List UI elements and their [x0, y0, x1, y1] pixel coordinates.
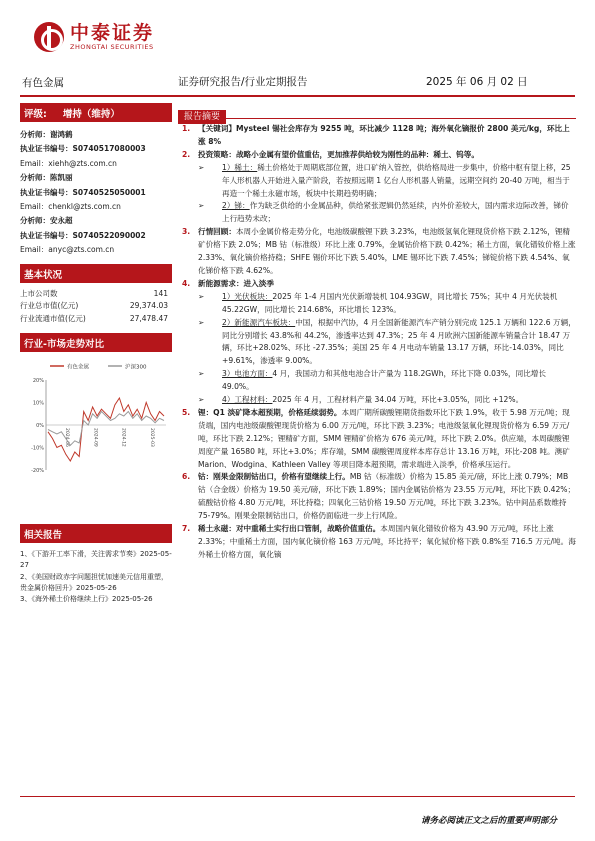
item-heading: 锂：Q1 淡矿降本超预期，价格延续弱势。	[198, 407, 342, 417]
company-logo	[34, 22, 154, 52]
trend-chart-svg	[20, 358, 172, 508]
table-row	[20, 300, 172, 313]
item-text: 本周国内氧化镨钕价格为 43.90 万元/吨，环比上涨 2.33%；中重稀土方面，国内氧化镝价格 163 万元/吨，环比持平；氧化铽价格下跌 0.8%至 716.5 万元/吨。海外稀土价格方面，氧化镝	[198, 524, 576, 559]
item-number: 5.	[182, 407, 191, 417]
analyst-name: 分析师：陈凯丽	[20, 173, 73, 183]
logo-en-text: ZHONGTAI SECURITIES	[70, 43, 154, 51]
sub-text: 作为缺乏供给的小金属品种，供给紧张逻辑仍然延续，内外价差较大，国内需求边际改善，锑价上行趋势未改；	[222, 201, 569, 224]
rating-bar	[20, 103, 172, 122]
item-heading: 稀土永磁：对中重稀土实行出口管制，战略价值重估。	[198, 524, 381, 534]
analyst-list	[20, 128, 172, 258]
basic-info-header: 基本状况	[20, 264, 172, 283]
x-tick-label: 2024-09	[92, 428, 98, 447]
sub-label: 2）锑：	[222, 201, 250, 211]
legend-label: 有色金属	[67, 364, 90, 371]
item-text: 【关键词】Mysteel 锡社会库存为 9255 吨，环比减少 1128 吨；海外氧化镝报价 2800 美元/kg，环比上涨 8%	[198, 124, 570, 146]
left-sidebar	[20, 103, 172, 605]
analyst-email[interactable]: Email：chenkl@zts.com.cn	[20, 202, 121, 212]
related-item[interactable]: 2、《美国财政赤字问题担忧加速美元信用重塑，贵金属价格回升》2025-05-26	[20, 572, 168, 592]
row-value: 27,478.47	[129, 313, 168, 323]
item-heading: 行情回顾：	[198, 227, 236, 237]
sub-item	[178, 200, 576, 226]
sub-text: 中国，根据中汽协，4 月全国新能源汽车产销分别完成 125.1 万辆和 122.6 万辆，同比分别增长 43.8%和 44.2%，渗透率达到 47.3%；25 年 4 月欧洲六国新能源车销量合计 18.47 万辆，环比+28.02%、环比 -27.35%；美国 25 年 4 月电动车销量 13.17 万辆，环比-14.03%，同比+9.61%，渗透率 9.00%。	[222, 317, 576, 366]
sub-text: 稀土价格处于周期底部位置，进口矿纳入管控，供给格局进一步集中，价格中枢有望上移，25 年人形机器人开始进入量产阶段，若按照远期 1 亿台人形机器人销量，远期空间约 20-40 万吨，相当于再造一个稀土永磁市场，板块中长期趋势明确；	[222, 162, 571, 198]
trend-chart	[20, 358, 172, 508]
sub-text: 4 月，我国动力和其他电池合计产量为 118.2GWh，环比下降 0.03%，同比增长 49.0%。	[222, 369, 546, 392]
summary-item-4	[178, 278, 576, 291]
header-divider	[20, 95, 575, 97]
item-number: 2.	[182, 149, 191, 159]
arrow-icon: ➢	[198, 317, 205, 327]
disclaimer: 请务必阅读正文之后的重要声明部分	[420, 816, 557, 826]
report-date: 2025 年 06 月 02 日	[426, 76, 528, 88]
sub-text: 2025 年 1-4 月国内光伏新增装机 104.93GW，同比增长 75%；其中 4 月光伏装机 45.22GW，同比增长 214.68%，环比增长 123%。	[222, 291, 558, 314]
analyst-email[interactable]: Email：xiehh@zts.com.cn	[20, 158, 117, 168]
y-tick-label: -20%	[31, 468, 44, 475]
table-row	[20, 288, 172, 301]
sub-item	[178, 162, 576, 201]
analyst-name: 分析师：谢鸿鹤	[20, 130, 73, 139]
y-tick-label: -10%	[31, 445, 44, 452]
basic-info-table	[20, 288, 172, 326]
summary-item-7	[178, 523, 576, 562]
summary-item-5	[178, 407, 576, 472]
item-text: MB 钴（标准级）价格为 15.85 美元/磅，环比上涨 0.79%；MB 钴（合金级）价格为 19.50 美元/磅，环比下跌 1.89%；国内金属钴价格为 23.55 万元/吨，环比下跌 0.42%；硫酸钴价格 4.80 万元/吨，环比持稳；四氧化三钴价格 19.50 万元/吨，环比下跌 3.23%。钴中间品系数维持 75-79%。刚果金限制钴出口，价格仍面临进一步上行风险。	[198, 472, 576, 521]
summary-item-1	[178, 123, 576, 149]
sub-label: 3）电池方面：	[222, 369, 273, 379]
sub-item	[178, 317, 576, 369]
sub-label: 4）工程材料：	[222, 395, 273, 405]
row-key: 行业流通市值(亿元)	[20, 313, 86, 323]
item-text: 本周小金属价格走势分化，电池级碳酸锂下跌 3.23%，电池级氢氧化锂现货价格下跌 2.12%，锂精矿价格下跌 2.0%；MB 钴（标准级）环比上涨 0.79%，金属钴价格下跌 0.42%；稀土方面，氧化镨钕价格上涨 2.33%、氧化镝价格持稳；SHFE 锡价环比下跌 5.40%，LME 锡环比下跌 7.45%；锑锭价格下跌 4.54%、氧化锑价格下跌 4.62%。	[198, 227, 576, 275]
summary-item-3	[178, 226, 576, 278]
summary-item-6	[178, 471, 576, 523]
x-tick-label: 2024-06	[64, 428, 69, 447]
item-number: 6.	[182, 472, 191, 482]
summary-body	[178, 123, 576, 562]
item-heading: 新能源需求：进入淡季	[198, 278, 274, 288]
legend-label: 沪深300	[125, 364, 147, 371]
related-header: 相关报告	[20, 524, 172, 543]
trend-header: 行业-市场走势对比	[20, 333, 172, 352]
rating-value: 增持（维持）	[62, 109, 120, 120]
main-content	[178, 104, 576, 562]
industry-label: 有色金属	[22, 77, 64, 89]
logo-cn-text: 中泰证券	[70, 22, 155, 44]
logo-mark-icon	[34, 22, 64, 52]
arrow-icon: ➢	[198, 162, 205, 172]
summary-title: 报告摘要	[178, 110, 226, 124]
sub-label: 1）光伏板块：	[222, 291, 273, 301]
sub-item	[178, 291, 576, 317]
item-heading: 钴：刚果金限制钴出口，价格有望继续上行。	[198, 472, 350, 482]
row-value: 141	[153, 288, 168, 298]
sub-item	[178, 368, 576, 394]
sub-item	[178, 394, 576, 407]
report-type: 证券研究报告/行业定期报告	[178, 76, 308, 88]
y-tick-label: 20%	[32, 378, 44, 385]
analyst-name: 分析师：安永超	[20, 216, 73, 226]
sub-label: 1）稀土：	[222, 162, 258, 172]
analyst-cert: 执业证书编号：S0740517080003	[20, 144, 146, 154]
item-number: 4.	[182, 278, 191, 288]
related-list	[20, 549, 172, 605]
row-key: 行业总市值(亿元)	[20, 301, 79, 311]
item-number: 1.	[182, 124, 191, 133]
arrow-icon: ➢	[198, 369, 205, 379]
arrow-icon: ➢	[198, 395, 205, 405]
x-tick-label: 2024-12	[120, 428, 126, 447]
table-row	[20, 313, 172, 326]
row-key: 上市公司数	[20, 288, 58, 298]
y-tick-label: 0%	[36, 423, 44, 430]
summary-header	[178, 104, 576, 122]
analyst-cert: 执业证书编号：S0740525050001	[20, 187, 146, 197]
sub-label: 2）新能源汽车板块：	[222, 317, 296, 327]
item-text: 本周广期所碳酸锂期货指数环比下跌 1.9%，收于 5.98 万元/吨；现货端，国内电池级碳酸锂现货价格为 6.00 万元/吨，环比下跌 3.23%；电池级氢氧化锂现货价格为 6.59 万元/吨，环比下跌 2.12%；锂精矿方面，SMM 锂精矿价格为 676 美元/吨，环比下跌 2.0%。供应端，本周碳酸锂周度产量 16580 吨，环比+3.0%；库存端，SMM 碳酸锂周度样本库存总计 13.16 万吨，环比-208 吨。澳矿 Marion、Wodgina、Kathleen Valley 等项目降本超预期，需求端进入淡季，价格承压运行。	[198, 407, 570, 469]
summary-item-2	[178, 149, 576, 162]
sub-text: 2025 年 4 月，工程材料产量 34.04 万吨，环比+3.05%，同比 +12%。	[272, 395, 524, 405]
related-item[interactable]: 1、《下游开工率下滑，关注需求节奏》2025-05-27	[20, 550, 172, 570]
y-tick-label: 10%	[32, 400, 44, 407]
arrow-icon: ➢	[198, 291, 205, 301]
x-tick-label: 2025-03	[149, 428, 154, 447]
item-heading: 投资策略：战略小金属有望价值重估，更加推荐供给较为刚性的品种：稀土、钨等。	[198, 149, 479, 159]
item-number: 7.	[182, 524, 191, 534]
related-item[interactable]: 3、《海外稀土价格继续上行》2025-05-26	[20, 594, 153, 603]
arrow-icon: ➢	[198, 201, 205, 211]
item-number: 3.	[182, 227, 191, 237]
rating-label: 评级:	[24, 109, 47, 120]
analyst-cert: 执业证书编号：S0740522090002	[20, 230, 146, 240]
analyst-email[interactable]: Email：anyc@zts.com.cn	[20, 245, 115, 255]
row-value: 29,374.03	[129, 301, 168, 311]
footer-divider	[20, 796, 575, 797]
